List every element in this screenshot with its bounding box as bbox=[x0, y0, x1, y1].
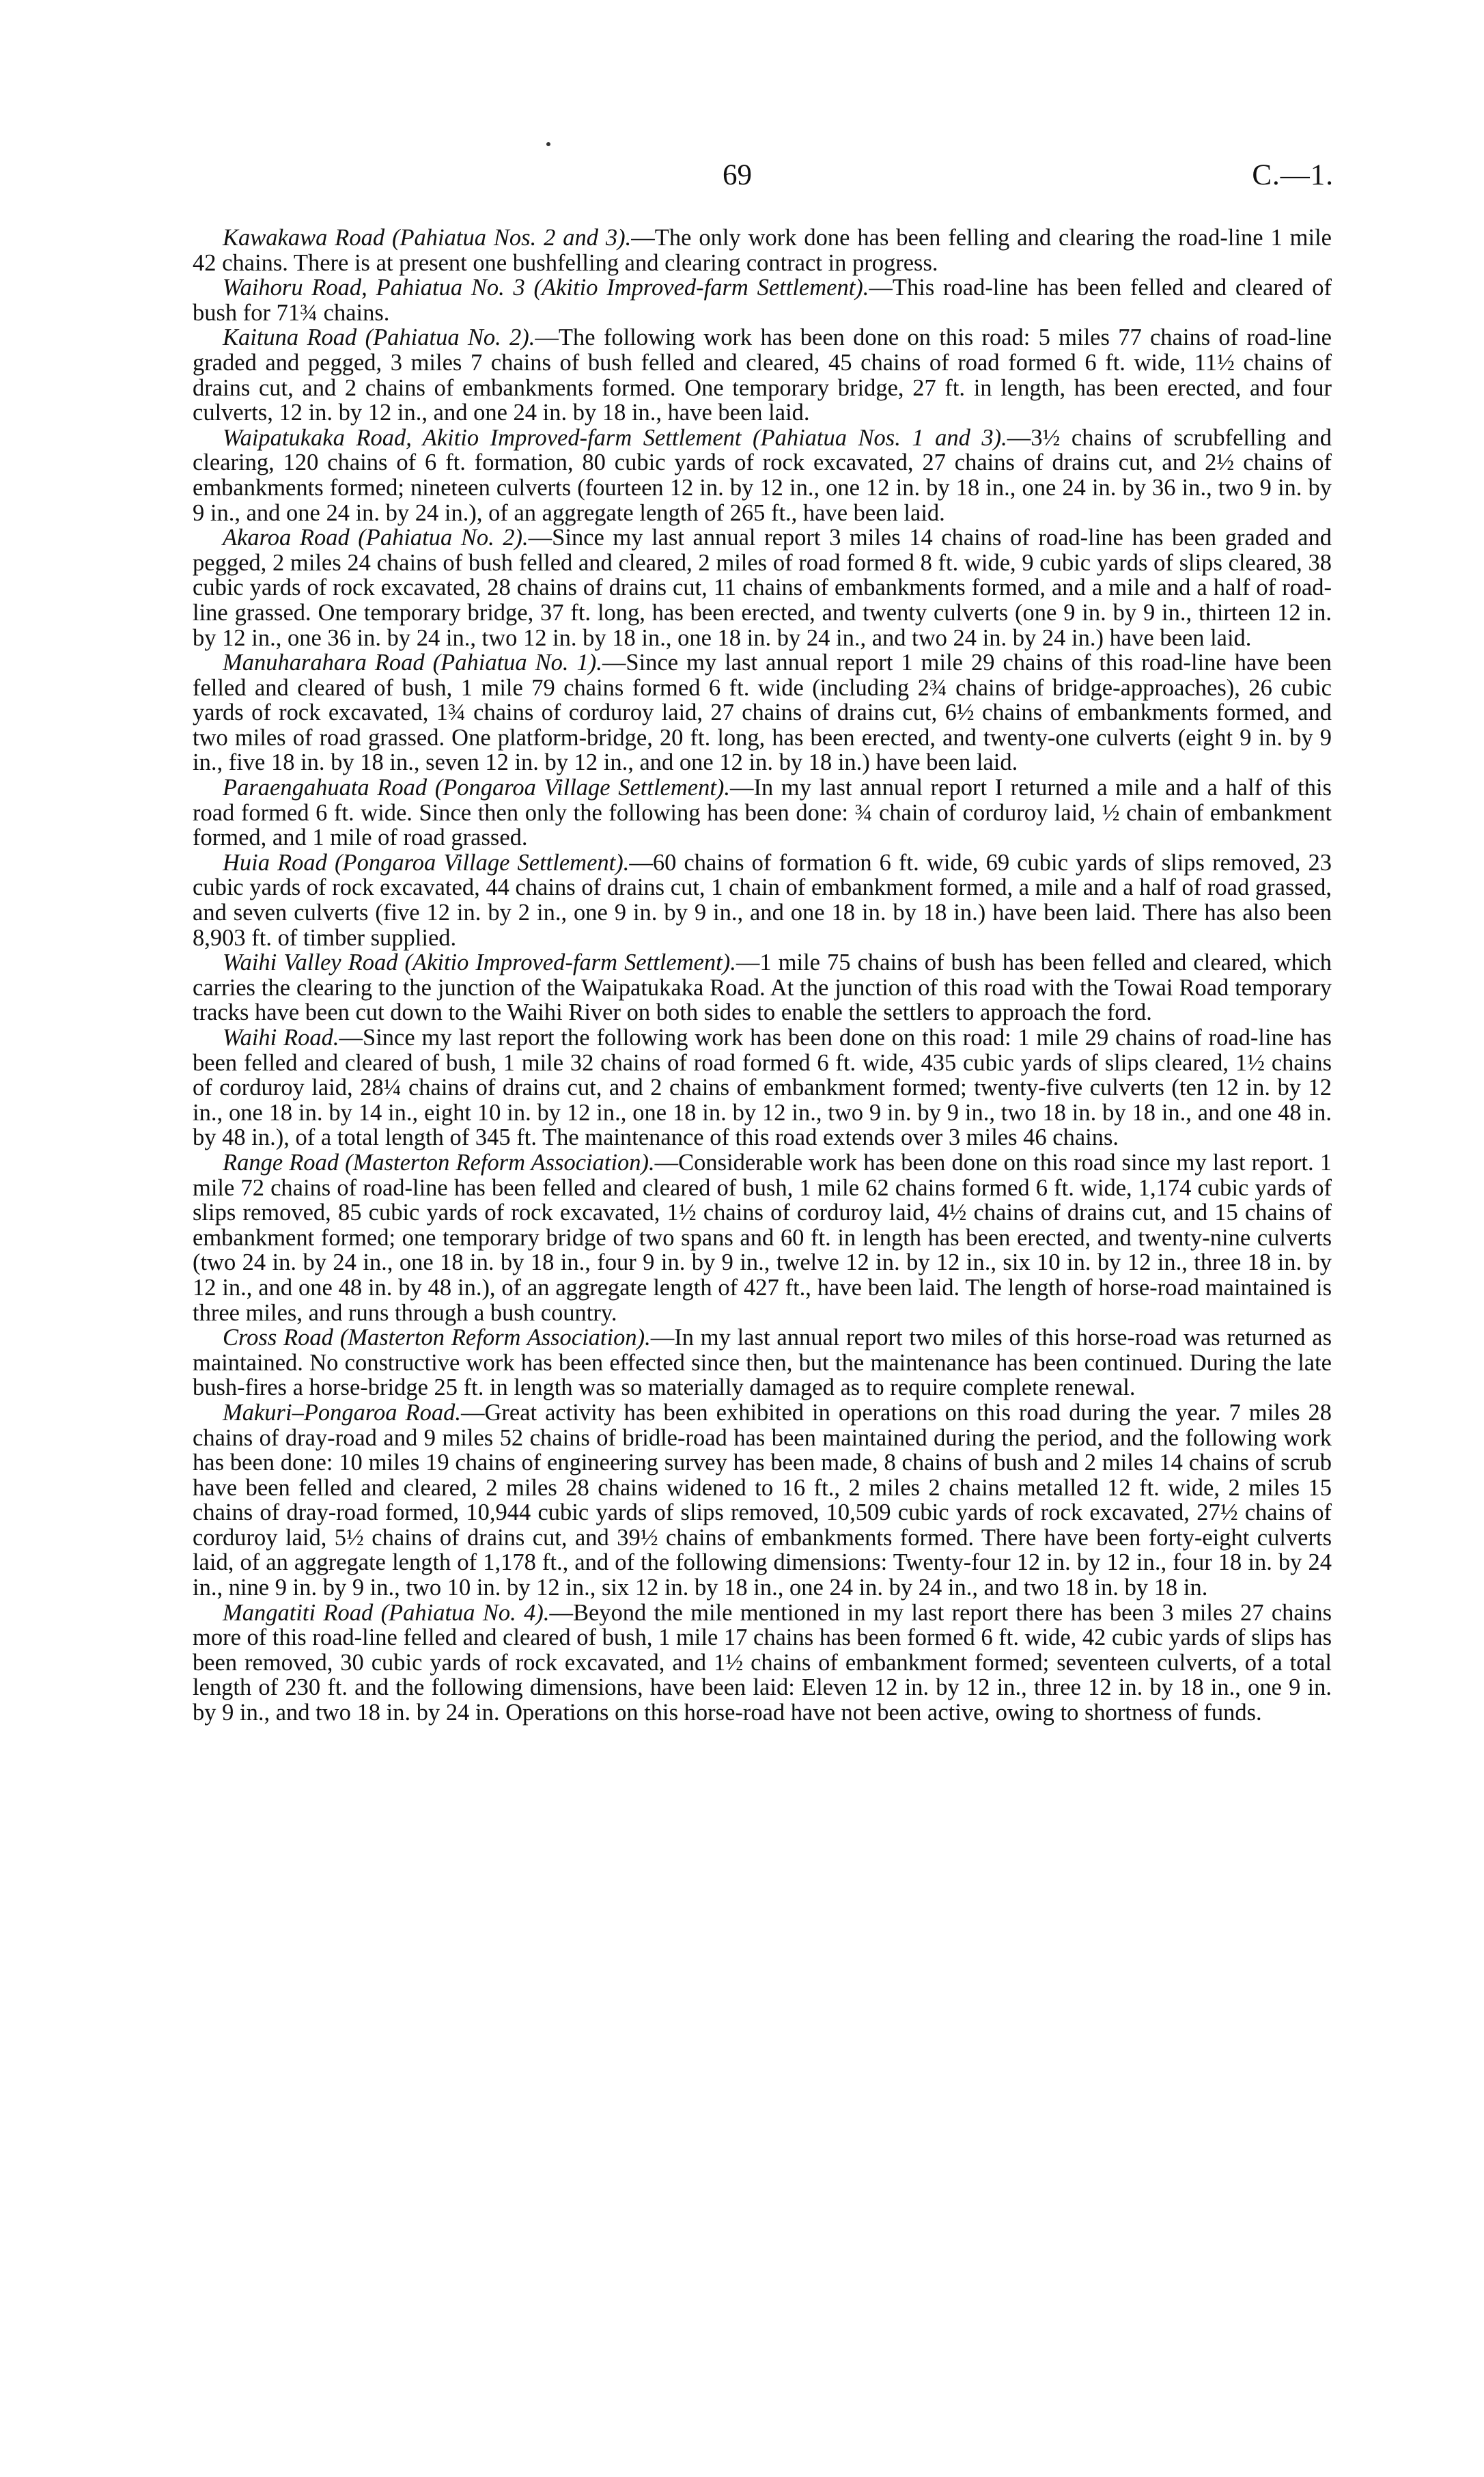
paragraph-kawakawa-road bbox=[193, 225, 1332, 275]
paragraph-title: Waipatukaka Road, Akitio Improved-farm Settlement (Pahiatua Nos. 1 and 3). bbox=[223, 424, 1007, 451]
paragraph-text: —Since my last report the following work has been done on this road: 1 mile 29 chains of road-line has been felled and cleared of bush, 1 mile 32 chains of road formed 6 ft. wide, 435 cubic yards of slips cleared, 1½ chains of corduroy laid, 28¼ chains of drains cut, and 2 chains of embankment formed; twenty-five culverts (ten 12 in. by 12 in., one 18 in. by 14 in., eight 10 in. by 12 in., one 18 in. by 12 in., two 9 in. by 9 in., two 18 in. by 18 in., and one 48 in. by 48 in.), of a total length of 345 ft. The maintenance of this road extends over 3 miles 46 chains. bbox=[193, 1025, 1332, 1151]
paragraph-text: —The following work has been done on this road: 5 miles 77 chains of road-line graded and pegged, 3 miles 7 chains of bush felled and cleared, 45 chains of road formed 6 ft. wide, 11½ chains of drains cut, and 2 chains of embankments formed. One temporary bridge, 27 ft. in length, has been erected, and four culverts, 12 in. by 12 in., and one 24 in. by 18 in., have been laid. bbox=[193, 324, 1332, 426]
paragraph-text: —Great activity has been exhibited in operations on this road during the year. 7 miles 28 chains of dray-road and 9 miles 52 chains of bridle-road has been maintained during the period, and the following work has been done: 10 miles 19 chains of engineering survey has been made, 8 chains of bush and 2 miles 14 chains of scrub have been felled and cleared, 2 miles 28 chains widened to 16 ft., 2 miles 2 chains metalled 12 ft. wide, 2 miles 15 chains of dray-road formed, 10,944 cubic yards of slips removed, 10,509 cubic yards of rock excavated, 27½ chains of corduroy laid, 5½ chains of drains cut, and 39½ chains of embankments formed. There have been forty-eight culverts laid, of an aggregate length of 1,178 ft., and of the following dimensions: Twenty-four 12 in. by 12 in., four 18 in. by 24 in., nine 9 in. by 9 in., two 10 in. by 12 in., six 12 in. by 18 in., one 24 in. by 24 in., and two 18 in. by 18 in. bbox=[193, 1399, 1332, 1601]
paragraph-cross-road bbox=[193, 1325, 1332, 1400]
paragraph-range-road bbox=[193, 1150, 1332, 1325]
paragraph-text: —Since my last annual report 1 mile 29 chains of this road-line have been felled and cleared of bush, 1 mile 79 chains formed 6 ft. wide (including 2¾ chains of bridge-approaches), 26 cubic yards of rock excavated, 1¾ chains of corduroy laid, 27 chains of drains cut, 6½ chains of embankments formed, and two miles of road grassed. One platform-bridge, 20 ft. long, has been erected, and twenty-one culverts (eight 9 in. by 9 in., five 18 in. by 18 in., seven 12 in. by 12 in., and one 12 in. by 18 in.) have been laid. bbox=[193, 650, 1332, 776]
document-code: C.—1. bbox=[1252, 159, 1334, 191]
paragraph-text: —Since my last annual report 3 miles 14 chains of road-line has been graded and pegged, 2 miles 24 chains of bush felled and cleared, 2 miles of road formed 8 ft. wide, 9 cubic yards of slips cleared, 38 cubic yards of rock excavated, 28 chains of drains cut, 11 chains of embankments formed, and a mile and a half of road-line grassed. One temporary bridge, 37 ft. long, has been erected, and twenty culverts (one 9 in. by 9 in., thirteen 12 in. by 12 in., one 36 in. by 24 in., two 12 in. by 18 in., one 18 in. by 24 in., and two 24 in. by 24 in.) have been laid. bbox=[193, 525, 1332, 651]
paragraph-text: —Beyond the mile mentioned in my last report there has been 3 miles 27 chains more of this road-line felled and cleared of bush, 1 mile 17 chains has been formed 6 ft. wide, 42 cubic yards of slips has been removed, 30 cubic yards of rock excavated, and 1½ chains of embankment formed; seventeen culverts, of a total length of 230 ft. and the following dimensions, have been laid: Eleven 12 in. by 12 in., three 12 in. by 18 in., one 9 in. by 9 in., and two 18 in. by 24 in. Operations on this horse-road have not been active, owing to shortness of funds. bbox=[193, 1599, 1332, 1726]
paragraph-title: Waihi Road. bbox=[223, 1025, 339, 1051]
paragraph-text: —This road-line has been felled and cleared of bush for 71¾ chains. bbox=[193, 275, 1332, 326]
paragraph-title: Waihoru Road, Pahiatua No. 3 (Akitio Improved-farm Settlement). bbox=[223, 275, 869, 301]
paragraph-title: Kaituna Road (Pahiatua No. 2). bbox=[223, 324, 535, 351]
ink-speck bbox=[546, 142, 550, 146]
paragraph-waihoru-road bbox=[193, 275, 1332, 325]
paragraph-text: —The only work done has been felling and clearing the road-line 1 mile 42 chains. There is at present one bushfelling and clearing contract in progress. bbox=[193, 225, 1332, 276]
paragraph-text: —1 mile 75 chains of bush has been felled and cleared, which carries the clearing to the junction of the Waipatukaka Road. At the junction of this road with the Towai Road temporary tracks have been cut down to the Waihi River on both sides to enable the settlers to approach the ford. bbox=[193, 950, 1332, 1026]
paragraph-text: —Considerable work has been done on this road since my last report. 1 mile 72 chains of road-line has been felled and cleared of bush, 1 mile 62 chains formed 6 ft. wide, 1,174 cubic yards of slips removed, 85 cubic yards of rock excavated, 1½ chains of corduroy laid, 4½ chains of drains cut, and 15 chains of embankment formed; one temporary bridge of two spans and 60 ft. in length has been erected, and twenty-nine culverts (two 24 in. by 24 in., one 18 in. by 18 in., four 9 in. by 9 in., twelve 12 in. by 12 in., six 10 in. by 12 in., three 18 in. by 12 in., and one 48 in. by 48 in.), of an aggregate length of 427 ft., have been laid. The length of horse-road maintained is three miles, and runs through a bush country. bbox=[193, 1149, 1332, 1326]
paragraph-title: Mangatiti Road (Pahiatua No. 4). bbox=[223, 1599, 550, 1626]
paragraph-text: —In my last annual report I returned a mile and a half of this road formed 6 ft. wide. Since then only the following has been done: ¾ chain of corduroy laid, ½ chain of embankment formed, and 1 mile of road grassed. bbox=[193, 775, 1332, 851]
paragraph-title: Waihi Valley Road (Akitio Improved-farm Settlement). bbox=[223, 950, 736, 976]
paragraph-title: Huia Road (Pongaroa Village Settlement). bbox=[223, 849, 630, 876]
page-header bbox=[0, 158, 1484, 199]
paragraph-makuri-pongaroa-road bbox=[193, 1400, 1332, 1601]
body-text bbox=[193, 225, 1332, 1726]
paragraph-title: Makuri–Pongaroa Road. bbox=[223, 1399, 461, 1426]
paragraph-akaroa-road bbox=[193, 525, 1332, 650]
paragraph-title: Kawakawa Road (Pahiatua Nos. 2 and 3). bbox=[223, 225, 632, 251]
paragraph-waihi-road bbox=[193, 1025, 1332, 1150]
paragraph-title: Cross Road (Masterton Reform Association). bbox=[223, 1325, 651, 1351]
paragraph-huia-road bbox=[193, 850, 1332, 950]
paragraph-title: Akaroa Road (Pahiatua No. 2). bbox=[223, 525, 529, 551]
paragraph-title: Manuharahara Road (Pahiatua No. 1). bbox=[223, 650, 602, 676]
paragraph-text: —In my last annual report two miles of this horse-road was returned as maintained. No constructive work has been effected since then, but the maintenance has been continued. During the late bush-fires a horse-bridge 25 ft. in length was so materially damaged as to require complete renewal. bbox=[193, 1325, 1332, 1401]
paragraph-text: —60 chains of formation 6 ft. wide, 69 cubic yards of slips removed, 23 cubic yards of rock excavated, 44 chains of drains cut, 1 chain of embankment formed, a mile and a half of road grassed, and seven culverts (five 12 in. by 2 in., one 9 in. by 9 in., and one 18 in. by 18 in.) have been laid. There has also been 8,903 ft. of timber supplied. bbox=[193, 849, 1332, 951]
paragraph-title: Paraengahuata Road (Pongaroa Village Settlement). bbox=[223, 775, 731, 801]
page-number: 69 bbox=[723, 159, 752, 191]
paragraph-waipatukaka-road bbox=[193, 426, 1332, 525]
paragraph-mangatiti-road bbox=[193, 1601, 1332, 1726]
paragraph-paraengahuata-road bbox=[193, 775, 1332, 850]
paragraph-text: —3½ chains of scrubfelling and clearing, 120 chains of 6 ft. formation, 80 cubic yards of rock excavated, 27 chains of drains cut, and 2½ chains of embankments formed; nineteen culverts (fourteen 12 in. by 12 in., one 12 in. by 18 in., one 24 in. by 36 in., two 9 in. by 9 in., and one 24 in. by 24 in.), of an aggregate length of 265 ft., have been laid. bbox=[193, 424, 1332, 526]
paragraph-title: Range Road (Masterton Reform Association). bbox=[223, 1149, 655, 1176]
paragraph-manuharahara-road bbox=[193, 650, 1332, 775]
paragraph-kaituna-road bbox=[193, 325, 1332, 425]
paragraph-waihi-valley-road bbox=[193, 950, 1332, 1025]
